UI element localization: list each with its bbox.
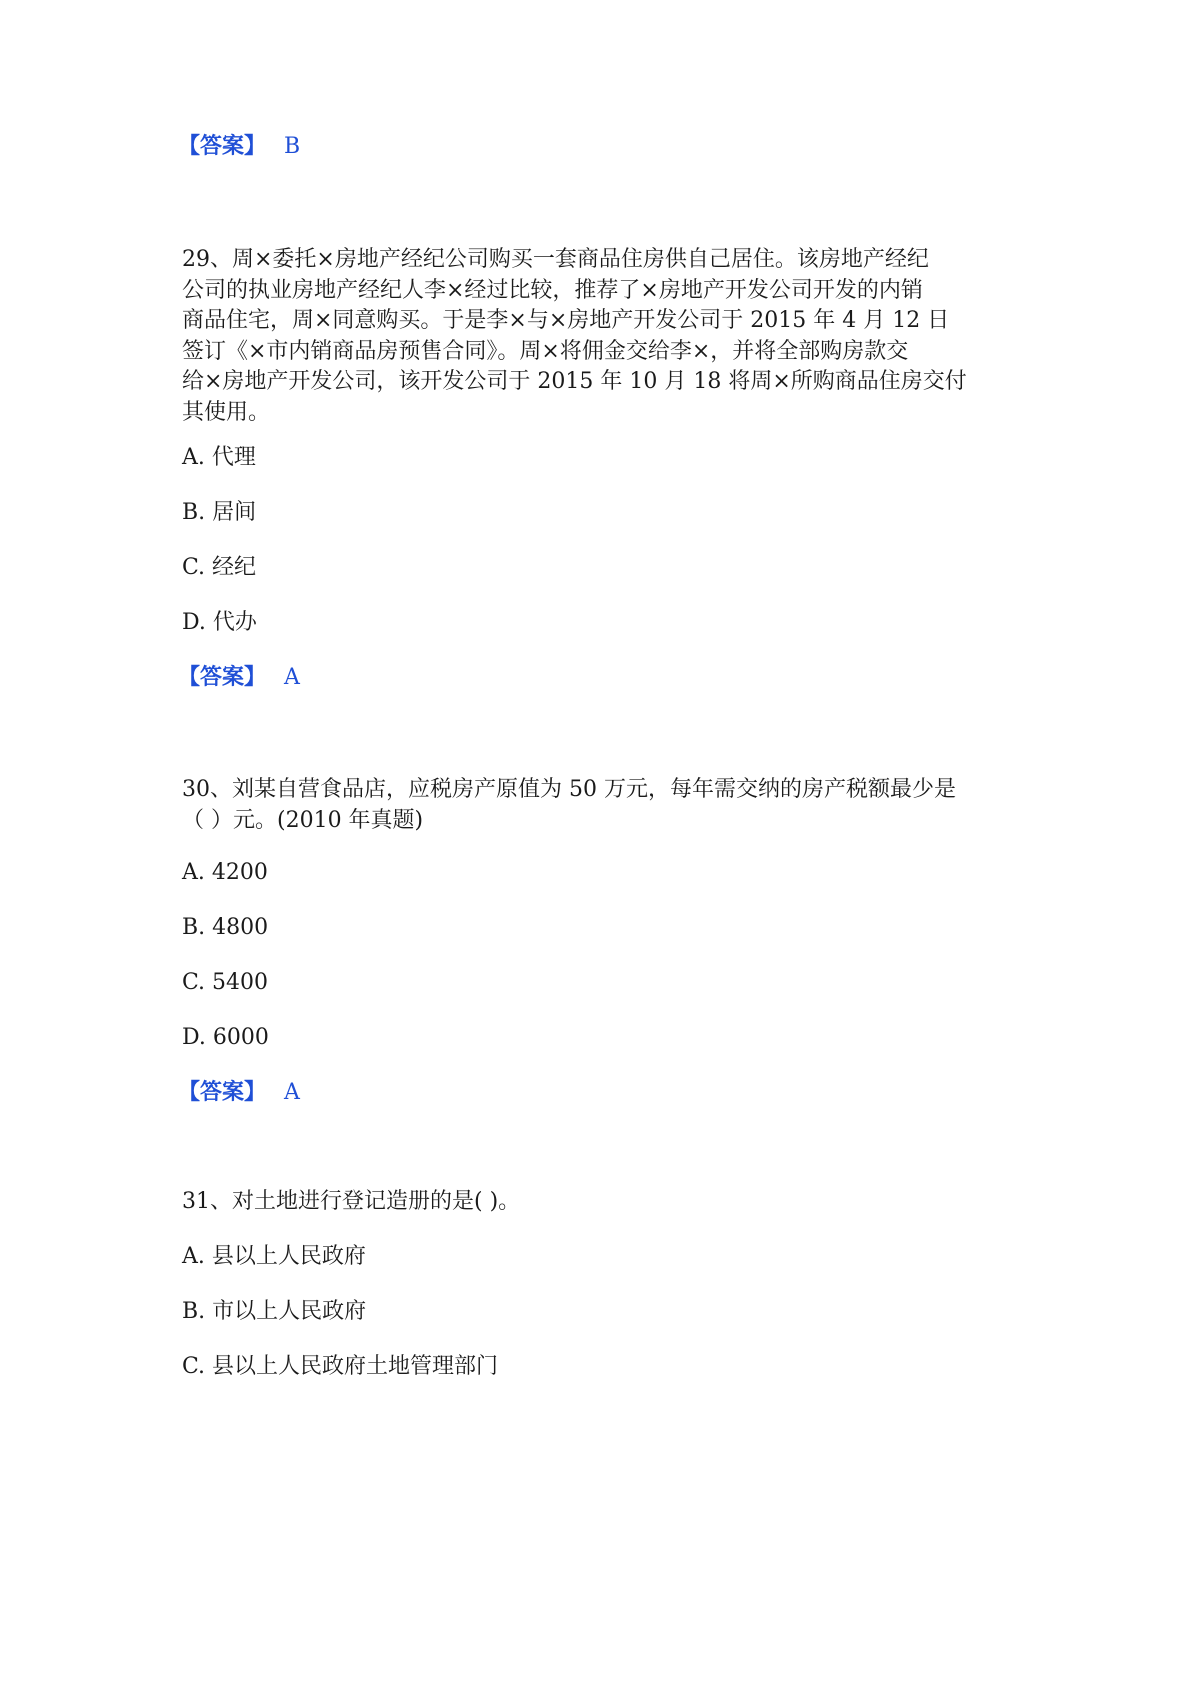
- option-a: A. 代理: [182, 445, 256, 470]
- question-text-line: 其使用。: [182, 399, 271, 425]
- question-text-line: 签订《×市内销商品房预售合同》。周×将佣金交给李×，并将全部购房款交: [182, 338, 909, 364]
- answer-label: 【答案】: [178, 1080, 267, 1105]
- option-a: A. 4200: [182, 860, 268, 885]
- answer-line: [178, 130, 300, 164]
- question-text-line: 29、周×委托×房地产经纪公司购买一套商品住房供自己居住。该房地产经纪: [182, 247, 929, 272]
- answer-line: [178, 661, 300, 695]
- option-b: B. 4800: [182, 915, 269, 940]
- option-d: D. 6000: [182, 1025, 269, 1050]
- answer-label: 【答案】: [178, 134, 267, 159]
- question-text-line: 30、刘某自营食品店，应税房产原值为 50 万元，每年需交纳的房产税额最少是: [182, 777, 956, 802]
- question-30-stem: [182, 775, 1022, 836]
- answer-value: B: [284, 134, 301, 159]
- option-b: B. 市以上人民政府: [182, 1299, 367, 1324]
- option-a: A. 县以上人民政府: [182, 1244, 366, 1269]
- answer-label: 【答案】: [178, 665, 267, 690]
- question-text-line: （ ）元。(2010 年真题): [182, 807, 424, 833]
- option-c: C. 县以上人民政府土地管理部门: [182, 1354, 499, 1379]
- answer-value: A: [284, 665, 300, 690]
- answer-value: A: [284, 1080, 300, 1105]
- option-c: C. 5400: [182, 970, 269, 995]
- option-b: B. 居间: [182, 500, 257, 525]
- question-29-stem: [182, 245, 1022, 428]
- question-text-line: 给×房地产开发公司，该开发公司于 2015 年 10 月 18 将周×所购商品住房交付: [182, 369, 967, 394]
- question-text-line: 商品住宅，周×同意购买。于是李×与×房地产开发公司于 2015 年 4 月 12 日: [182, 308, 950, 333]
- question-31-stem: 31、对土地进行登记造册的是( )。: [182, 1189, 521, 1214]
- question-text-line: 公司的执业房地产经纪人李×经过比较，推荐了×房地产开发公司开发的内销: [182, 277, 923, 303]
- answer-line: [178, 1076, 300, 1110]
- option-c: C. 经纪: [182, 555, 257, 580]
- option-d: D. 代办: [182, 610, 257, 635]
